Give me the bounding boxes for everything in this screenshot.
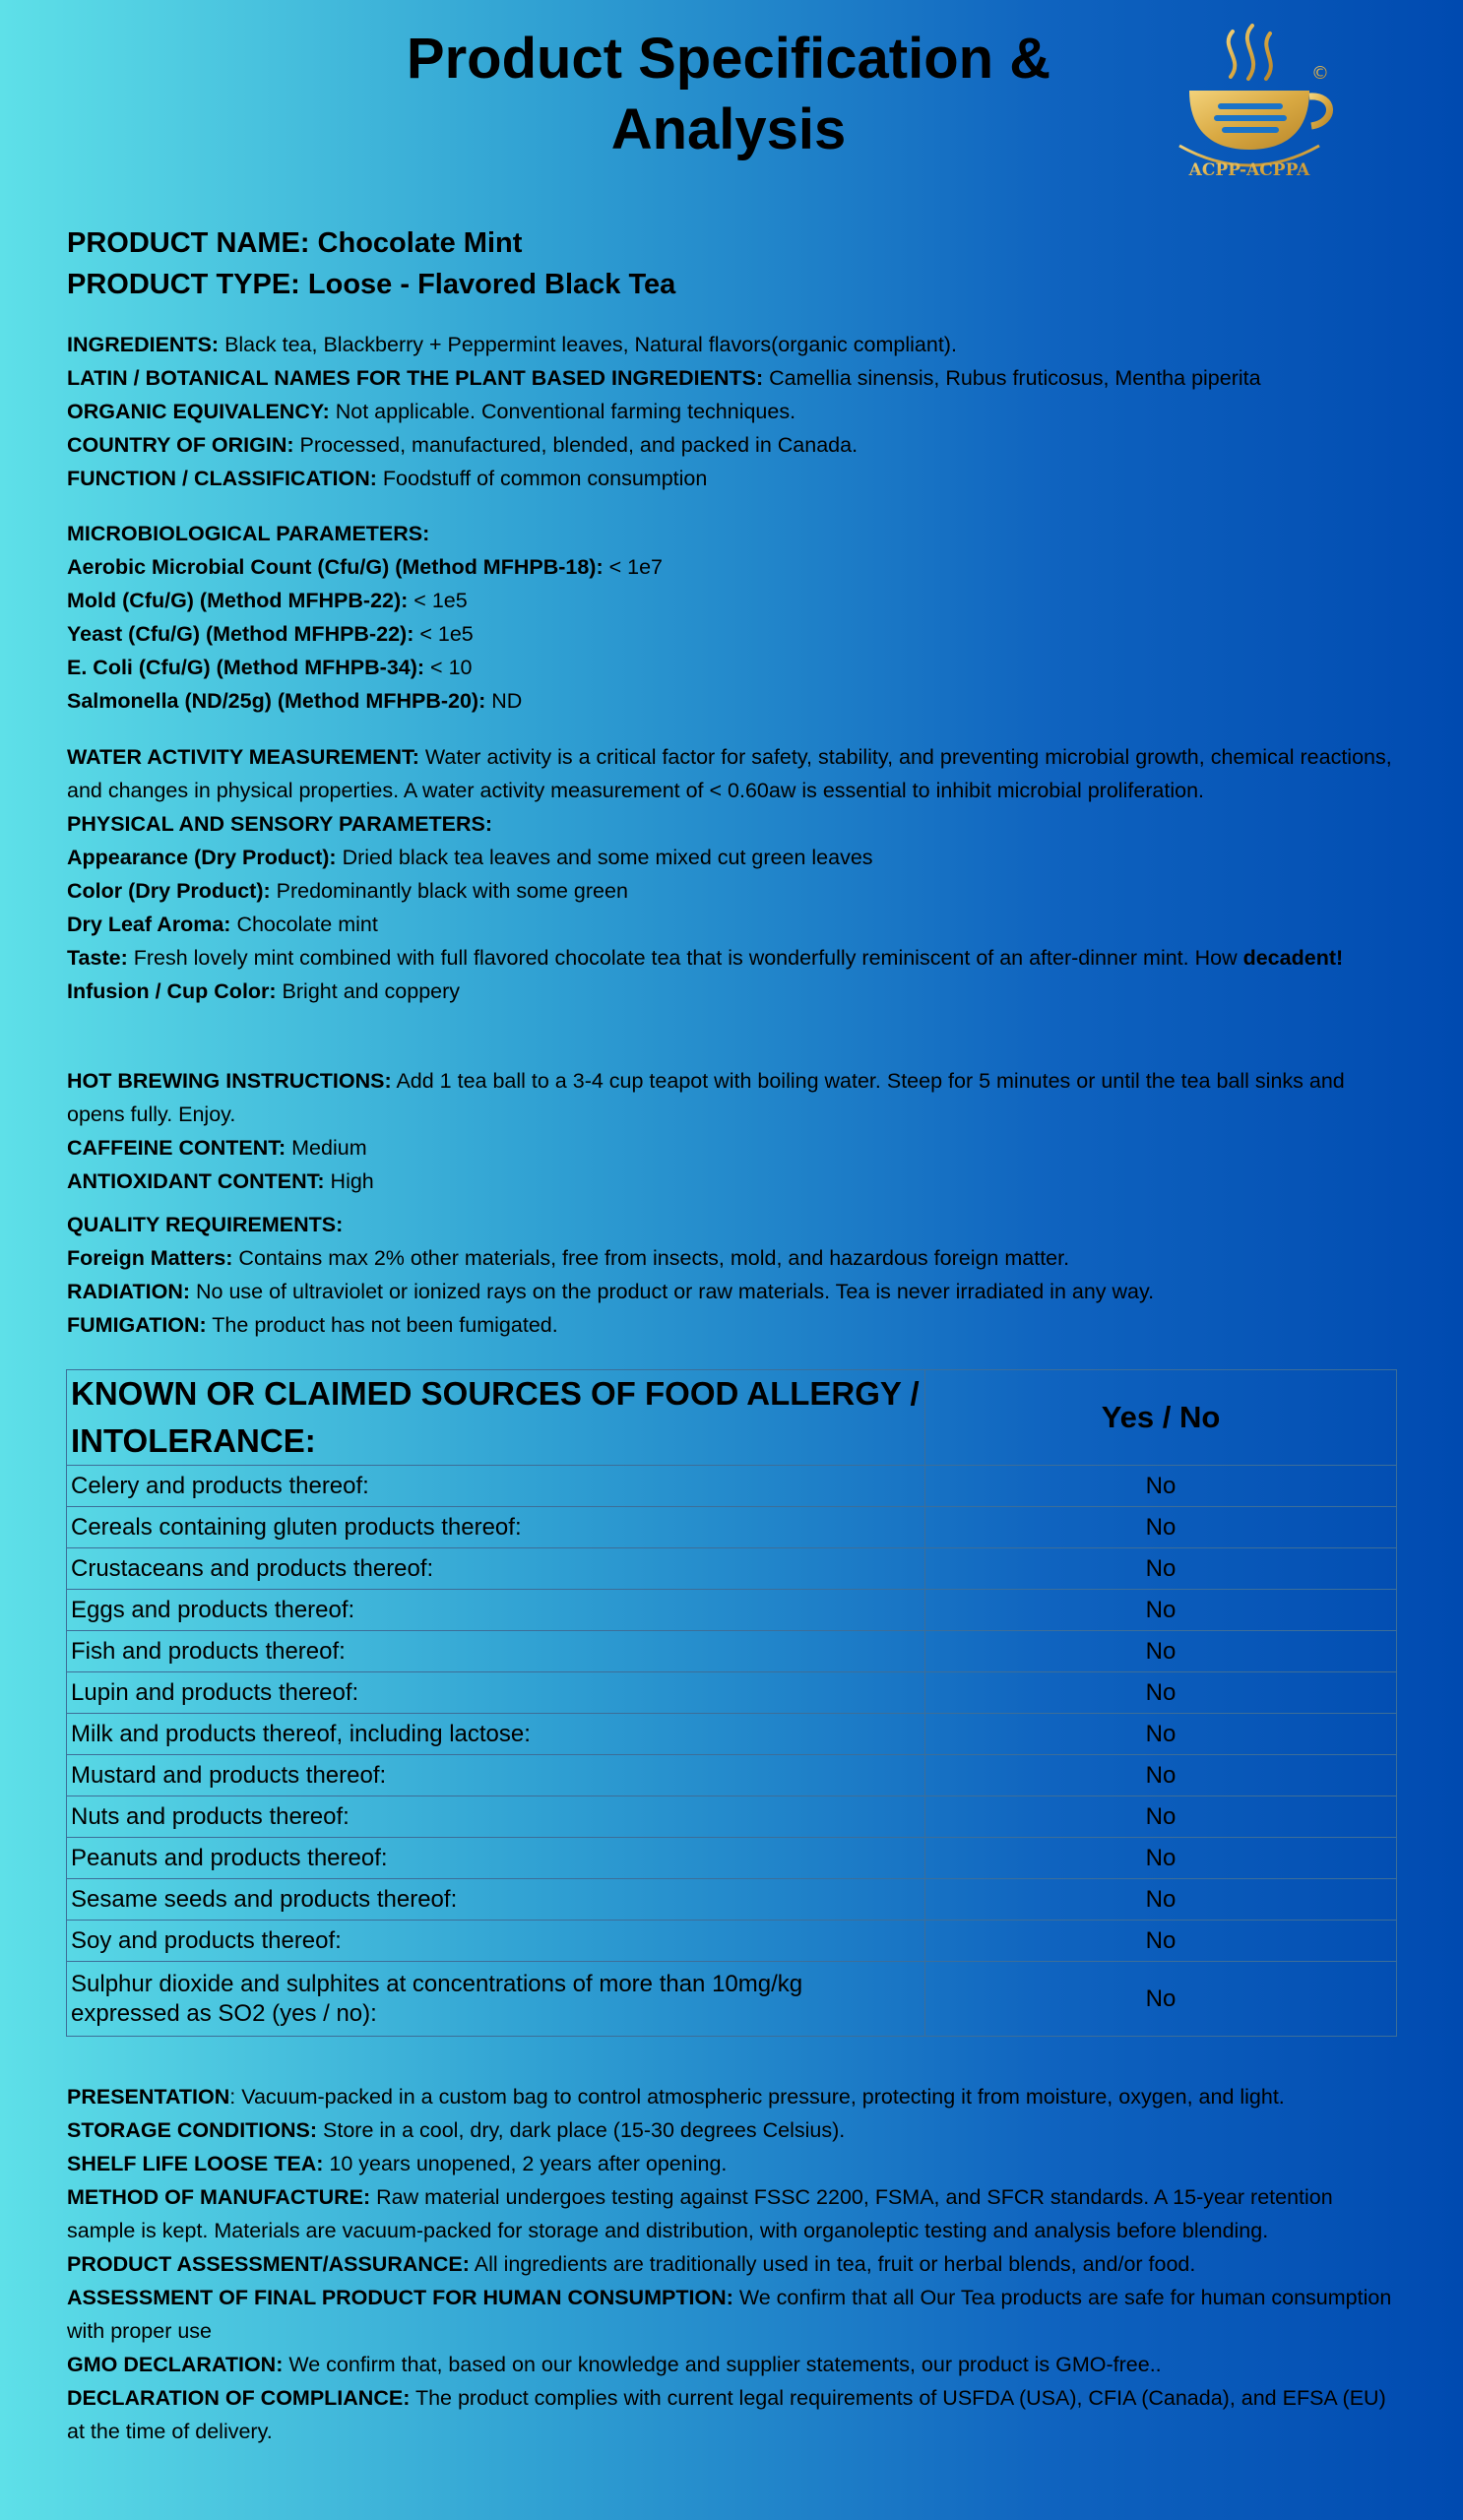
antioxidant-row: ANTIOXIDANT CONTENT: High <box>67 1169 374 1193</box>
general-info <box>67 328 1396 495</box>
microbiological-section <box>67 517 1396 718</box>
product-name: PRODUCT NAME: Chocolate Mint <box>67 227 523 259</box>
compliance-row: DECLARATION OF COMPLIANCE: The product complies with current legal requirements of USFDA (USA), CFIA (Canada), and EFSA (EU) at the time of delivery. <box>67 2386 1386 2443</box>
quality-row: FUMIGATION: The product has not been fumigated. <box>67 1313 558 1337</box>
water-sensory-section <box>67 740 1396 1008</box>
title-line-2: Analysis <box>610 97 847 161</box>
yes-no-column-header: Yes / No <box>925 1370 1397 1466</box>
table-row: Soy and products thereof: No <box>67 1921 1397 1962</box>
shelf-life-row: SHELF LIFE LOOSE TEA: 10 years unopened, 2 years after opening. <box>67 2152 728 2175</box>
table-row: Sesame seeds and products thereof: No <box>67 1879 1397 1921</box>
product-heading <box>67 222 675 305</box>
manufacture-row: METHOD OF MANUFACTURE: Raw material undergoes testing against FSSC 2200, FSMA, and SFCR standards. A 15-year retention sample is kept. Materials are vacuum-packed for storage and distribution, with organoleptic testing and analysis before blending. <box>67 2185 1333 2242</box>
storage-row: STORAGE CONDITIONS: Store in a cool, dry, dark place (15-30 degrees Celsius). <box>67 2118 846 2142</box>
allergy-column-header: KNOWN OR CLAIMED SOURCES OF FOOD ALLERGY / INTOLERANCE: <box>67 1370 925 1466</box>
quality-section <box>67 1208 1396 1342</box>
table-header-row <box>67 1370 1397 1466</box>
micro-row: Aerobic Microbial Count (Cfu/G) (Method MFHPB-18): < 1e7 <box>67 555 664 579</box>
logo-copyright: © <box>1311 63 1329 84</box>
caffeine-row: CAFFEINE CONTENT: Medium <box>67 1136 367 1160</box>
taste-row: Taste: Fresh lovely mint combined with full flavored chocolate tea that is wonderfully reminiscent of an after-dinner mint. How decadent! Infusion / Cup Color: Bright and coppery <box>67 946 1344 1003</box>
tea-cup-logo <box>1162 20 1349 197</box>
micro-row: Yeast (Cfu/G) (Method MFHPB-22): < 1e5 <box>67 622 474 646</box>
product-type: PRODUCT TYPE: Loose - Flavored Black Tea <box>67 269 676 300</box>
presentation-row: PRESENTATION: Vacuum-packed in a custom bag to control atmospheric pressure, protecting it from moisture, oxygen, and light. <box>67 2085 1285 2109</box>
table-row: Lupin and products thereof: No <box>67 1672 1397 1714</box>
micro-row: Mold (Cfu/G) (Method MFHPB-22): < 1e5 <box>67 589 468 612</box>
botanical-names-row: LATIN / BOTANICAL NAMES FOR THE PLANT BASED INGREDIENTS: Camellia sinensis, Rubus fruticosus, Mentha piperita <box>67 366 1261 390</box>
sensory-heading: PHYSICAL AND SENSORY PARAMETERS: <box>67 812 493 836</box>
aroma-row: Dry Leaf Aroma: Chocolate mint <box>67 913 378 936</box>
appearance-row: Appearance (Dry Product): Dried black tea leaves and some mixed cut green leaves <box>67 846 873 869</box>
quality-heading: QUALITY REQUIREMENTS: <box>67 1213 344 1236</box>
micro-heading: MICROBIOLOGICAL PARAMETERS: <box>67 522 430 545</box>
table-row: Fish and products thereof: No <box>67 1631 1397 1672</box>
color-row: Color (Dry Product): Predominantly black with some green <box>67 879 628 903</box>
allergy-table <box>66 1369 1397 2037</box>
classification-row: FUNCTION / CLASSIFICATION: Foodstuff of common consumption <box>67 467 708 490</box>
footer-declarations <box>67 2080 1396 2448</box>
table-row: Crustaceans and products thereof: No <box>67 1548 1397 1590</box>
micro-row: E. Coli (Cfu/G) (Method MFHPB-34): < 10 <box>67 656 473 679</box>
title-line-1: Product Specification & <box>406 27 1051 91</box>
table-row: Celery and products thereof: No <box>67 1466 1397 1507</box>
brewing-row: HOT BREWING INSTRUCTIONS: Add 1 tea ball to a 3-4 cup teapot with boiling water. Steep for 5 minutes or until the tea ball sinks and opens fully. Enjoy. <box>67 1069 1345 1126</box>
table-row: Sulphur dioxide and sulphites at concentrations of more than 10mg/kg expressed as SO2 (yes / no): No <box>67 1962 1397 2037</box>
page-title <box>236 24 1221 165</box>
logo-text: ACPP-ACPPA <box>1188 160 1310 180</box>
brewing-section <box>67 1064 1396 1198</box>
table-row: Nuts and products thereof: No <box>67 1796 1397 1838</box>
table-row: Eggs and products thereof: No <box>67 1590 1397 1631</box>
origin-row: COUNTRY OF ORIGIN: Processed, manufactured, blended, and packed in Canada. <box>67 433 859 457</box>
assessment-row: PRODUCT ASSESSMENT/ASSURANCE: All ingredients are traditionally used in tea, fruit or herbal blends, and/or food. <box>67 2252 1196 2276</box>
ingredients-row: INGREDIENTS: Black tea, Blackberry + Peppermint leaves, Natural flavors(organic compliant). <box>67 333 957 356</box>
table-row: Cereals containing gluten products thereof: No <box>67 1507 1397 1548</box>
table-row: Milk and products thereof, including lactose: No <box>67 1714 1397 1755</box>
water-activity-row: WATER ACTIVITY MEASUREMENT: Water activity is a critical factor for safety, stability, and preventing microbial growth, chemical reactions, and changes in physical properties. A water activity measurement of < 0.60aw is essential to inhibit microbial proliferation. <box>67 745 1392 802</box>
table-row: Mustard and products thereof: No <box>67 1755 1397 1796</box>
human-consumption-row: ASSESSMENT OF FINAL PRODUCT FOR HUMAN CONSUMPTION: We confirm that all Our Tea products are safe for human consumption with proper use <box>67 2286 1392 2343</box>
table-row: Peanuts and products thereof: No <box>67 1838 1397 1879</box>
gmo-row: GMO DECLARATION: We confirm that, based on our knowledge and supplier statements, our product is GMO-free.. <box>67 2353 1162 2376</box>
organic-row: ORGANIC EQUIVALENCY: Not applicable. Conventional farming techniques. <box>67 400 796 423</box>
quality-row: RADIATION: No use of ultraviolet or ionized rays on the product or raw materials. Tea is never irradiated in any way. <box>67 1280 1155 1303</box>
quality-row: Foreign Matters: Contains max 2% other materials, free from insects, mold, and hazardous foreign matter. <box>67 1246 1070 1270</box>
micro-row: Salmonella (ND/25g) (Method MFHPB-20): ND <box>67 689 523 713</box>
